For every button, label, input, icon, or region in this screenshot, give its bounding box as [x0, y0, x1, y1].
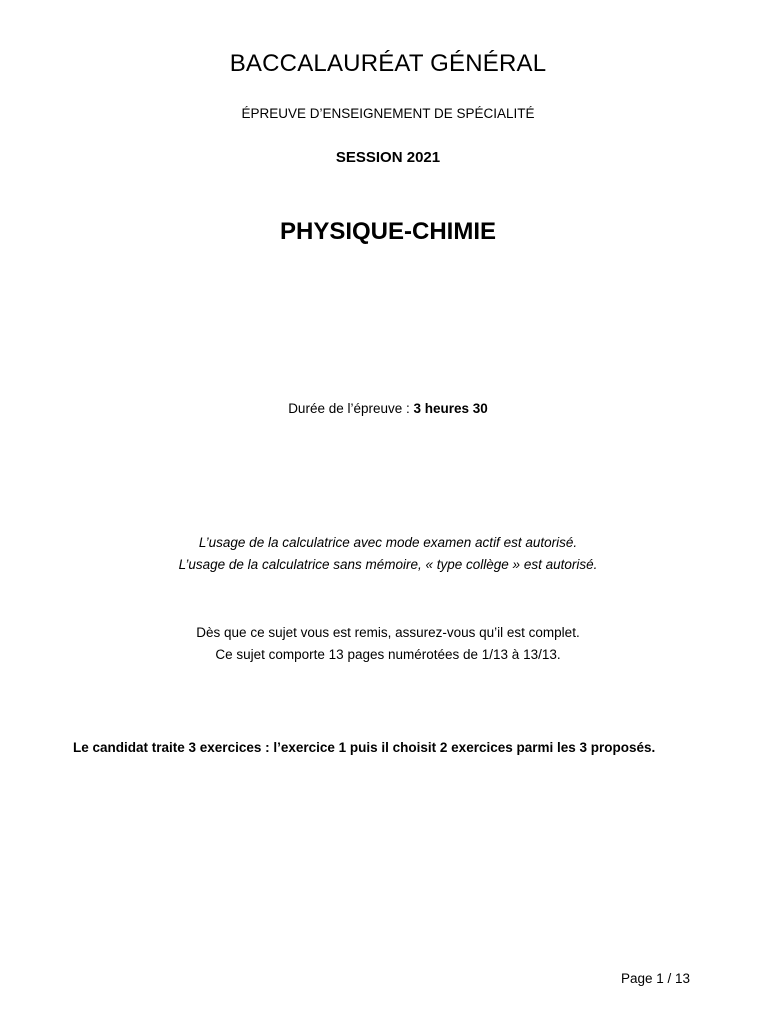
- duration-label: Durée de l’épreuve :: [288, 401, 414, 416]
- calculator-rule-2: L’usage de la calculatrice sans mémoire, « type collège » est autorisé.: [178, 557, 598, 572]
- calculator-rule-1: L’usage de la calculatrice avec mode examen actif est autorisé.: [198, 535, 578, 550]
- exam-subtitle: ÉPREUVE D’ENSEIGNEMENT DE SPÉCIALITÉ: [241, 106, 535, 121]
- duration-line: [0, 401, 768, 416]
- subject-title: PHYSIQUE-CHIMIE: [279, 218, 497, 245]
- completeness-notice: Dès que ce sujet vous est remis, assurez-vous qu’il est complet.: [196, 625, 580, 640]
- exam-title: BACCALAURÉAT GÉNÉRAL: [229, 50, 547, 77]
- session-label: SESSION 2021: [335, 149, 441, 166]
- duration-value: 3 heures 30: [413, 401, 488, 416]
- candidate-instructions: Le candidat traite 3 exercices : l’exercice 1 puis il choisit 2 exercices parmi les 3 proposés.: [73, 740, 656, 755]
- page-number: Page 1 / 13: [621, 971, 691, 986]
- page-count-notice: Ce sujet comporte 13 pages numérotées de 1/13 à 13/13.: [215, 647, 561, 662]
